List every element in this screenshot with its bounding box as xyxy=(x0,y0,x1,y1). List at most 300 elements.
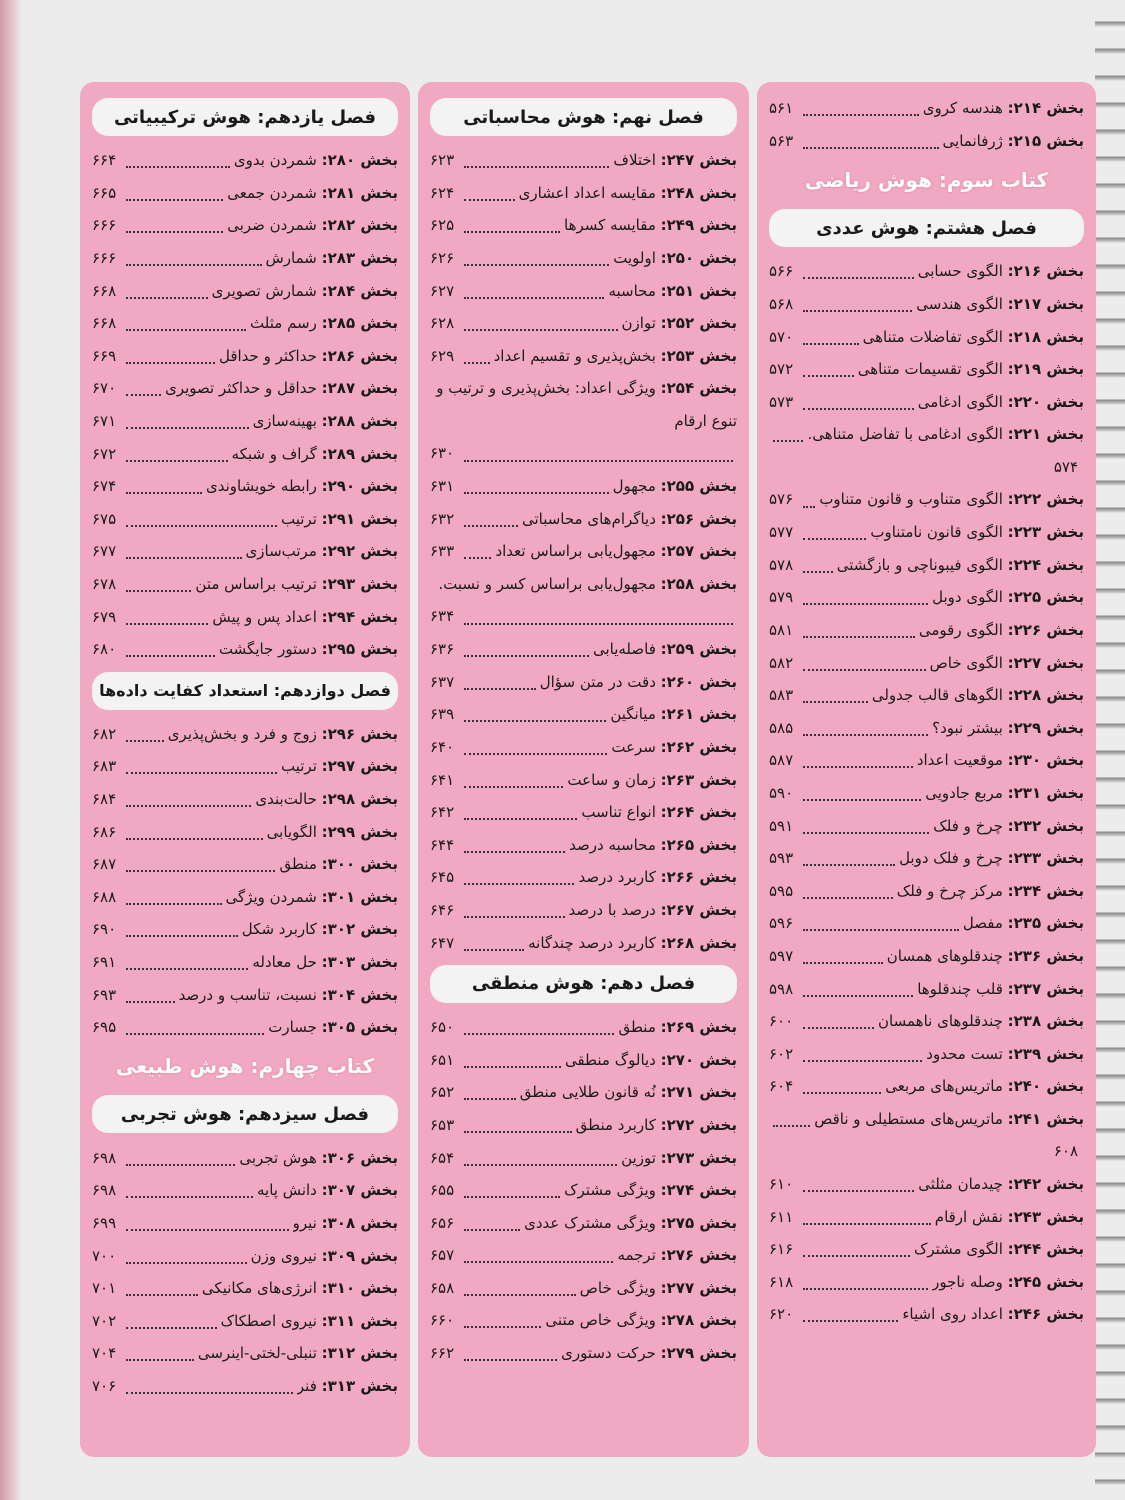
page-number: ۶۴۶ xyxy=(430,900,455,919)
page-number: ۶۹۰ xyxy=(92,920,117,939)
dot-leader xyxy=(126,315,246,331)
section-title: محاسبه xyxy=(608,281,656,300)
toc-entry xyxy=(430,1174,737,1207)
toc-entry xyxy=(769,940,1084,973)
entry-title xyxy=(495,542,737,560)
entry-title xyxy=(613,249,737,267)
entry-title xyxy=(195,575,398,593)
section-number: بخش ۲۵۱: xyxy=(660,281,737,300)
section-title: ویژگی مشترک xyxy=(564,1181,656,1200)
dot-leader xyxy=(126,726,164,742)
entry-title xyxy=(918,393,1084,411)
entry-title xyxy=(232,445,398,463)
dot-leader xyxy=(126,889,221,905)
dot-leader xyxy=(773,1111,810,1127)
entry-title xyxy=(807,418,1084,451)
dot-leader xyxy=(464,283,604,299)
toc-entry xyxy=(769,483,1084,516)
page-number: ۷۰۱ xyxy=(92,1279,117,1298)
section-title: گراف و شبکه xyxy=(231,444,317,463)
toc-column-left xyxy=(80,82,410,1457)
section-title: وصله ناجور xyxy=(932,1272,1003,1291)
chapter-header: فصل سیزدهم: هوش تجربی xyxy=(92,1095,398,1133)
section-title: هندسه کروی xyxy=(922,99,1003,118)
entry-title xyxy=(580,1279,737,1297)
toc-entry xyxy=(430,568,737,633)
section-title: مجهول xyxy=(612,477,656,496)
page-number: ۶۲۸ xyxy=(430,314,455,333)
section-number: بخش ۲۸۱: xyxy=(321,183,398,202)
dot-leader xyxy=(126,1019,264,1035)
entry-title xyxy=(165,379,398,397)
dot-leader xyxy=(464,1117,571,1133)
section-title: منطق xyxy=(618,1018,656,1037)
page-number: ۶۵۸ xyxy=(430,1278,455,1297)
section-title: الگوی تفاضلات متناهی xyxy=(862,327,1003,346)
dot-leader xyxy=(126,380,161,396)
page-number: ۵۷۹ xyxy=(769,588,794,607)
toc-entry xyxy=(769,1266,1084,1299)
page-number: ۶۸۴ xyxy=(92,789,117,808)
dot-leader xyxy=(803,1078,881,1094)
page-number: ۶۸۸ xyxy=(92,887,117,906)
toc-entry xyxy=(430,1076,737,1109)
page-number: ۵۷۲ xyxy=(769,360,794,379)
dot-leader xyxy=(803,720,928,736)
page-number: ۵۸۱ xyxy=(769,621,794,640)
entry-title xyxy=(257,1181,398,1199)
page-number: ۶۶۰ xyxy=(430,1311,455,1330)
toc-entry xyxy=(430,1141,737,1174)
toc-entry xyxy=(92,209,398,242)
toc-entry xyxy=(92,946,398,979)
section-title: منطق xyxy=(279,855,317,874)
toc-entry xyxy=(430,1109,737,1142)
dot-leader xyxy=(803,1046,922,1062)
section-number: بخش ۲۴۰: xyxy=(1007,1077,1084,1096)
toc-entry xyxy=(769,777,1084,810)
entry-title xyxy=(226,888,398,906)
dot-leader xyxy=(803,361,854,377)
toc-entry xyxy=(769,1005,1084,1038)
entry-title xyxy=(522,510,737,528)
section-number: بخش ۳۰۲: xyxy=(321,920,398,939)
page-number: ۶۸۳ xyxy=(92,757,117,776)
toc-entry xyxy=(430,307,737,340)
section-number: بخش ۲۶۶: xyxy=(660,868,737,887)
section-number: بخش ۲۳۸: xyxy=(1007,1012,1084,1031)
section-number: بخش ۲۸۴: xyxy=(321,281,398,300)
entry-title xyxy=(252,953,398,971)
dot-leader xyxy=(126,1215,288,1231)
section-title: ژرفانمایی xyxy=(942,131,1003,150)
section-number: بخش ۲۸۵: xyxy=(321,314,398,333)
dot-leader xyxy=(126,348,215,364)
dot-leader xyxy=(773,426,803,442)
toc-entry xyxy=(769,1070,1084,1103)
entry-title xyxy=(932,1273,1084,1291)
entry-list xyxy=(430,1011,737,1370)
section-title: چندقلوهای همسان xyxy=(886,946,1003,965)
page-number: ۶۷۹ xyxy=(92,607,117,626)
page-number: ۶۹۱ xyxy=(92,952,117,971)
dot-leader xyxy=(464,1084,516,1100)
dot-leader xyxy=(126,185,223,201)
toc-entry xyxy=(769,549,1084,582)
chapter-header: فصل دهم: هوش منطقی xyxy=(430,965,737,1003)
toc-entry xyxy=(769,125,1084,158)
section-title: زمان و ساعت xyxy=(567,770,656,789)
section-number: بخش ۲۴۵: xyxy=(1007,1272,1084,1291)
page-number: ۶۷۰ xyxy=(92,379,117,398)
page-number: ۵۶۳ xyxy=(769,131,794,150)
dot-leader xyxy=(464,250,609,266)
section-title: نیروی وزن xyxy=(250,1246,317,1265)
section-number: بخش ۲۲۵: xyxy=(1007,588,1084,607)
entry-list xyxy=(769,92,1084,157)
entry-title xyxy=(221,1312,398,1330)
toc-entry xyxy=(430,763,737,796)
dot-leader xyxy=(464,902,564,918)
section-number: بخش ۲۵۹: xyxy=(660,640,737,659)
entry-title xyxy=(926,1045,1084,1063)
entry-title xyxy=(179,986,398,1004)
section-number: بخش ۲۸۳: xyxy=(321,249,398,268)
page-number: ۶۱۰ xyxy=(769,1175,794,1194)
section-number: بخش ۲۳۰: xyxy=(1007,751,1084,770)
entry-title xyxy=(281,510,398,528)
toc-entry xyxy=(430,796,737,829)
dot-leader xyxy=(464,1280,576,1296)
section-title: ویژگی خاص xyxy=(579,1278,656,1297)
page-number: ۶۶۶ xyxy=(92,249,117,268)
entry-title xyxy=(837,556,1084,574)
toc-entry xyxy=(769,679,1084,712)
chapter-header: فصل نهم: هوش محاسباتی xyxy=(430,98,737,136)
section-number: بخش ۲۳۶: xyxy=(1007,946,1084,965)
toc-entry xyxy=(92,437,398,470)
toc-entry xyxy=(769,1298,1084,1331)
section-title: حل معادله xyxy=(252,952,317,971)
section-number: بخش ۲۴۶: xyxy=(1007,1305,1084,1324)
section-number: بخش ۲۹۴: xyxy=(321,607,398,626)
chapter-header: فصل یازدهم: هوش ترکیبیاتی xyxy=(92,98,398,136)
section-number: بخش ۳۰۴: xyxy=(321,985,398,1004)
dot-leader xyxy=(126,576,191,592)
toc-entry xyxy=(92,307,398,340)
toc-entry xyxy=(430,666,737,699)
page-number: ۶۳۴ xyxy=(430,607,455,626)
toc-entry xyxy=(92,1304,398,1337)
page-number: ۵۷۸ xyxy=(769,555,794,574)
page-number: ۵۸۳ xyxy=(769,686,794,705)
page-number: ۶۴۰ xyxy=(430,737,455,756)
section-title: حالت‌بندی xyxy=(255,789,317,808)
section-number: بخش ۲۱۸: xyxy=(1007,327,1084,346)
page-number: ۷۰۴ xyxy=(92,1344,117,1363)
dot-leader xyxy=(126,1378,293,1394)
dot-leader xyxy=(464,152,609,168)
toc-entry xyxy=(769,809,1084,842)
section-number: بخش ۲۹۹: xyxy=(321,822,398,841)
dot-leader xyxy=(803,100,919,116)
section-title: شمارش تصویری xyxy=(211,281,317,300)
toc-entry xyxy=(769,353,1084,386)
dot-leader xyxy=(126,1280,198,1296)
section-number: بخش ۲۳۹: xyxy=(1007,1044,1084,1063)
entry-title xyxy=(593,640,737,658)
section-number: بخش ۲۱۵: xyxy=(1007,131,1084,150)
entry-title xyxy=(613,151,737,169)
section-number: بخش ۳۰۸: xyxy=(321,1213,398,1232)
page-number: ۶۴۲ xyxy=(430,803,455,822)
section-number: بخش ۳۱۳: xyxy=(321,1376,398,1395)
toc-entry xyxy=(430,177,737,210)
entry-title xyxy=(610,705,737,723)
page-number: ۵۶۱ xyxy=(769,99,794,118)
dot-leader xyxy=(464,1345,557,1361)
dot-leader xyxy=(803,948,883,964)
entry-title xyxy=(963,914,1084,932)
dot-leader xyxy=(464,185,514,201)
entry-list xyxy=(92,718,398,1044)
section-title: تنبلی-لختی-اینرسی xyxy=(197,1344,317,1363)
entry-title xyxy=(933,817,1084,835)
toc-entry xyxy=(92,1141,398,1174)
section-number: بخش ۲۷۵: xyxy=(660,1213,737,1232)
section-number: بخش ۳۰۱: xyxy=(321,887,398,906)
dot-leader xyxy=(126,413,248,429)
entry-title xyxy=(297,1377,398,1395)
entry-title xyxy=(858,360,1084,378)
toc-entry xyxy=(769,92,1084,125)
page-number: ۷۰۲ xyxy=(92,1311,117,1330)
section-title: کاربرد درصد xyxy=(578,868,656,887)
toc-entry xyxy=(769,320,1084,353)
section-number: بخش ۲۶۴: xyxy=(660,803,737,822)
section-title: انرژی‌های مکانیکی xyxy=(201,1279,317,1298)
page-number: ۶۴۵ xyxy=(430,868,455,887)
section-title: الگوهای قالب جدولی xyxy=(871,686,1003,705)
entry-title xyxy=(430,372,737,437)
toc-entry xyxy=(430,633,737,666)
page-number: ۵۸۵ xyxy=(769,718,794,737)
section-title: اختلاف xyxy=(613,151,656,170)
section-number: بخش ۲۵۷: xyxy=(660,542,737,561)
toc-entry xyxy=(92,783,398,816)
section-title: الگوی قانون نامتناوب xyxy=(870,523,1003,542)
section-title: دستور جایگشت xyxy=(218,640,317,659)
dot-leader xyxy=(803,133,938,149)
entry-title xyxy=(519,184,737,202)
dot-leader xyxy=(464,804,577,820)
page-number: ۶۱۶ xyxy=(769,1240,794,1259)
section-number: بخش ۲۵۲: xyxy=(660,314,737,333)
section-title: ویژگی مشترک عددی xyxy=(524,1213,656,1232)
section-number: بخش ۲۵۵: xyxy=(660,477,737,496)
page-number: ۵۷۰ xyxy=(769,327,794,346)
dot-leader xyxy=(126,641,215,657)
dot-leader xyxy=(803,1274,928,1290)
section-number: بخش ۲۸۷: xyxy=(321,379,398,398)
dot-leader xyxy=(803,329,858,345)
page-edge xyxy=(0,0,22,1500)
page-number: ۵۶۶ xyxy=(769,262,794,281)
toc-entry xyxy=(92,1011,398,1044)
page-number: ۵۷۳ xyxy=(769,392,794,411)
page-number: ۶۹۳ xyxy=(92,985,117,1004)
section-number: بخش ۳۰۷: xyxy=(321,1181,398,1200)
section-title: ماتریس‌های مربعی xyxy=(885,1077,1003,1096)
toc-entry xyxy=(430,894,737,927)
page-number: ۶۶۸ xyxy=(92,314,117,333)
entry-title xyxy=(932,719,1084,737)
dot-leader xyxy=(126,1345,194,1361)
section-number: بخش ۲۷۹: xyxy=(660,1344,737,1363)
dot-leader xyxy=(464,641,589,657)
toc-entry xyxy=(92,1174,398,1207)
section-title: ترتیب براساس متن xyxy=(195,575,317,594)
dot-leader xyxy=(803,883,893,899)
section-number: بخش ۲۳۴: xyxy=(1007,881,1084,900)
section-title: مجهول‌یابی براساس تعداد xyxy=(495,542,656,561)
toc-entry xyxy=(769,712,1084,745)
section-number: بخش ۲۸۲: xyxy=(321,216,398,235)
dot-leader xyxy=(803,622,915,638)
dot-leader xyxy=(126,478,202,494)
dot-leader xyxy=(803,1176,914,1192)
section-number: بخش ۲۱۹: xyxy=(1007,360,1084,379)
toc-entry xyxy=(92,633,398,666)
dot-leader xyxy=(464,446,733,462)
section-title: الگوی ادغامی با تفاضل متناهی. xyxy=(807,425,1003,444)
section-title: ویژگی اعداد: بخش‌پذیری و ترتیب و تنوع ارقام xyxy=(436,379,737,430)
page-number: ۶۹۸ xyxy=(92,1148,117,1167)
section-title: مرکز چرخ و فلک xyxy=(896,881,1003,900)
dot-leader xyxy=(126,1313,216,1329)
page-number: ۵۷۶ xyxy=(769,490,794,509)
toc-entry xyxy=(92,340,398,373)
section-title: مربع جادویی xyxy=(925,783,1003,802)
entry-title xyxy=(622,314,737,332)
toc-entry xyxy=(430,1272,737,1305)
book-title: کتاب سوم: هوش ریاضی xyxy=(804,168,1049,193)
dot-leader xyxy=(126,152,230,168)
toc-entry xyxy=(92,750,398,783)
toc-entry xyxy=(769,581,1084,614)
section-title: الگوی دوبل xyxy=(932,588,1003,607)
page-number: ۵۸۷ xyxy=(769,751,794,770)
page-number: ۶۳۰ xyxy=(430,444,455,463)
dot-leader xyxy=(464,772,563,788)
entry-title xyxy=(168,725,398,743)
section-number: بخش ۲۳۷: xyxy=(1007,979,1084,998)
section-number: بخش ۲۱۶: xyxy=(1007,262,1084,281)
section-number: بخش ۲۲۳: xyxy=(1007,523,1084,542)
dot-leader xyxy=(464,1150,617,1166)
entry-title xyxy=(528,934,737,952)
section-number: بخش ۲۵۸: xyxy=(660,574,737,593)
dot-leader xyxy=(126,987,174,1003)
dot-leader xyxy=(126,217,223,233)
page-number: ۷۰۶ xyxy=(92,1376,117,1395)
toc-entry xyxy=(92,1207,398,1240)
dot-leader xyxy=(126,511,277,527)
entry-title xyxy=(918,262,1084,280)
dot-leader xyxy=(126,954,248,970)
toc-column-middle xyxy=(418,82,749,1457)
page-number: ۶۶۸ xyxy=(92,281,117,300)
toc-entry xyxy=(769,1168,1084,1201)
section-title: الگوی متناوب و قانون متناوب xyxy=(819,490,1003,509)
dot-leader xyxy=(464,1247,613,1263)
toc-entry xyxy=(430,209,737,242)
entry-title xyxy=(227,216,398,234)
section-title: چیدمان مثلثی xyxy=(918,1175,1003,1194)
section-title: شمردن ویژگی xyxy=(225,887,317,906)
page-number: ۵۷۴ xyxy=(1053,457,1078,476)
section-title: الگوی هندسی xyxy=(916,295,1003,314)
entry-title xyxy=(494,347,737,365)
dot-leader xyxy=(126,1248,246,1264)
entry-title xyxy=(870,523,1084,541)
dot-leader xyxy=(464,217,560,233)
section-title: حرکت دستوری xyxy=(561,1344,656,1363)
toc-entry xyxy=(769,255,1084,288)
page-number: ۶۶۵ xyxy=(92,183,117,202)
section-title: الگوی حسابی xyxy=(917,262,1003,281)
entry-title xyxy=(918,1175,1084,1193)
page-number: ۶۴۷ xyxy=(430,933,455,952)
toc-entry xyxy=(430,470,737,503)
dot-leader xyxy=(464,1215,520,1231)
entry-title xyxy=(618,1018,737,1036)
section-title: محاسبه درصد xyxy=(569,835,656,854)
entry-title xyxy=(540,673,737,691)
page-number: ۶۶۴ xyxy=(92,151,117,170)
dot-leader xyxy=(126,446,227,462)
section-number: بخش ۲۴۳: xyxy=(1007,1207,1084,1226)
entry-title xyxy=(872,686,1084,704)
section-title: نقش ارقام xyxy=(934,1207,1003,1226)
toc-entry xyxy=(92,503,398,536)
section-number: بخش ۲۹۵: xyxy=(321,640,398,659)
section-number: بخش ۲۹۶: xyxy=(321,724,398,743)
dot-leader xyxy=(126,758,277,774)
page-number: ۵۹۵ xyxy=(769,881,794,900)
section-number: بخش ۲۴۲: xyxy=(1007,1175,1084,1194)
toc-entry xyxy=(769,972,1084,1005)
page-number: ۶۳۹ xyxy=(430,705,455,724)
page-number: ۶۰۲ xyxy=(769,1044,794,1063)
dot-leader xyxy=(803,981,913,997)
section-number: بخش ۲۷۳: xyxy=(660,1148,737,1167)
section-title: درصد با درصد xyxy=(568,900,656,919)
dot-leader xyxy=(803,785,921,801)
section-number: بخش ۲۸۶: xyxy=(321,346,398,365)
page-number: ۶۳۶ xyxy=(430,640,455,659)
chapter-header: فصل هشتم: هوش عددی xyxy=(769,209,1084,247)
section-number: بخش ۲۷۰: xyxy=(660,1050,737,1069)
entry-title xyxy=(567,771,737,789)
entry-title xyxy=(545,1311,737,1329)
toc-entry xyxy=(769,842,1084,875)
section-number: بخش ۲۴۷: xyxy=(660,151,737,170)
dot-leader xyxy=(126,921,238,937)
toc-entry xyxy=(430,144,737,177)
entry-title xyxy=(293,1214,398,1232)
toc-entry xyxy=(92,1272,398,1305)
